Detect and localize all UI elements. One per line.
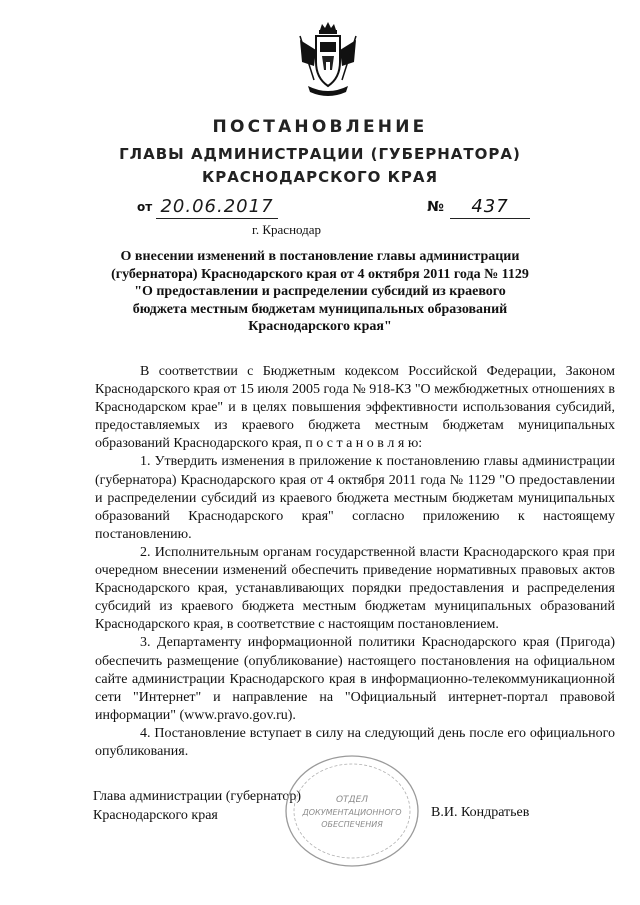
official-stamp-icon — [282, 752, 422, 870]
stamp-text-3: ОБЕСПЕЧЕНИЯ — [321, 820, 383, 829]
number-prefix: № — [427, 199, 444, 215]
clause-4-paragraph: 4. Постановление вступает в силу на следующий день после его официального опубликования. — [95, 725, 615, 759]
clause-3-paragraph: 3. Департаменту информационной политики Краснодарского края (Пригода) обеспечить размещение (опубликование) настоящего постановления на официальном сайте администрации Краснодарского края в информационно-телекоммуникационной сети "Интернет" и направление на "Официальный интернет-портал правовой информации" (www.pravo.gov.ru). — [95, 635, 615, 723]
date-prefix: от — [137, 200, 153, 214]
signatory-position-line-2: Краснодарского края — [93, 808, 218, 823]
issuer-line-1: ГЛАВЫ АДМИНИСТРАЦИИ (ГУБЕРНАТОРА) — [119, 145, 521, 163]
city: г. Краснодар — [252, 222, 322, 237]
clause-2-paragraph: 2. Исполнительным органам государственной власти Краснодарского края при очередном внесении изменений обеспечить приведение нормативных правовых актов Краснодарского края, устанавливающих порядки предоставления и распределения субсидий из краевого бюджета местным бюджетам муниципальных образований Краснодарского края, в соответствие с настоящим постановлением. — [95, 544, 615, 633]
document-body — [95, 363, 615, 761]
document-type-title: ПОСТАНОВЛЕНИЕ — [212, 117, 428, 137]
number-value: 437 — [450, 197, 530, 219]
signatory-name: В.И. Кондратьев — [431, 805, 530, 820]
preamble-paragraph: В соответствии с Бюджетным кодексом Российской Федерации, Законом Краснодарского края от 15 июля 2005 года № 918-КЗ "О межбюджетных отношениях в Краснодарском крае" и в целях повышения эффективности использования субсидий, предоставляемых из краевого бюджета местным бюджетам муниципальных образований Краснодарского края, п о с т а н о в л я ю: — [95, 364, 615, 452]
signatory-position — [93, 787, 301, 825]
clause-1-paragraph: 1. Утвердить изменения в приложение к постановлению главы администрации (губернатора) Краснодарского края от 4 октября 2011 года № 1129 "О предоставлении и распределении субсидий из краевого бюджета местным бюджетам муниципальных образований Краснодарского края" согласно приложению к настоящему постановлению. — [95, 454, 615, 542]
signatory-position-line-1: Глава администрации (губернатор) — [93, 789, 302, 804]
document-subject: О внесении изменений в постановление главы администрации (губернатора) Краснодарского края от 4 октября 2011 года № 1129 "О предоставлении и распределении субсидий из краевого бюджета местным бюджетам муниципальных образований Краснодарского края" — [111, 249, 529, 335]
stamp-text-1: ОТДЕЛ — [335, 795, 369, 805]
stamp-text-2: ДОКУМЕНТАЦИОННОГО — [302, 808, 402, 817]
date-number-row — [0, 197, 640, 219]
coat-of-arms-icon — [296, 22, 360, 100]
issuer-line-2: КРАСНОДАРСКОГО КРАЯ — [201, 168, 439, 186]
date-value: 20.06.2017 — [156, 197, 278, 219]
